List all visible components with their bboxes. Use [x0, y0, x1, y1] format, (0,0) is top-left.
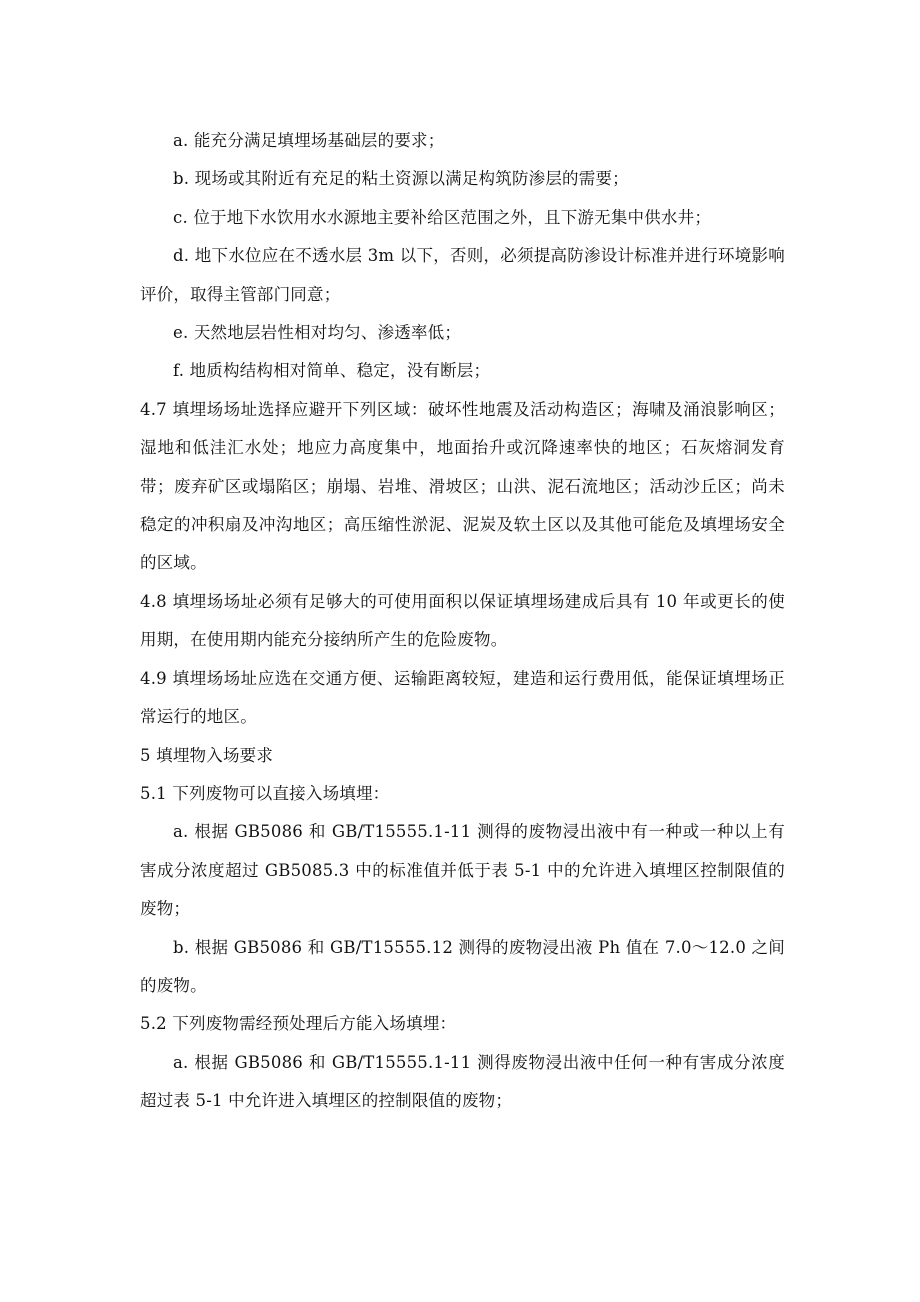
document-page [140, 122, 785, 1121]
paragraph-4-9: 4.9 填埋场场址应选在交通方便、运输距离较短，建造和运行费用低，能保证填埋场正常运行的地区。 [140, 668, 785, 727]
paragraph-site-a: a. 能充分满足填埋场基础层的要求； [173, 131, 445, 150]
paragraph-site-b: b. 现场或其附近有充足的粘土资源以满足构筑防渗层的需要； [173, 169, 629, 189]
section-heading-5: 5 填埋物入场要求 [140, 745, 274, 765]
paragraph-site-c: c. 位于地下水饮用水水源地主要补给区范围之外，且下游无集中供水井； [173, 207, 712, 227]
paragraph-site-e: e. 天然地层岩性相对均匀、渗透率低； [173, 323, 462, 343]
paragraph-site-f: f. 地质构结构相对简单、稳定，没有断层； [173, 361, 491, 381]
paragraph-5-2: 5.2 下列废物需经预处理后方能入场填埋： [140, 1014, 457, 1034]
paragraph-4-8: 4.8 填埋场场址必须有足够大的可使用面积以保证填埋场建成后具有 10 年或更长的使用期，在使用期内能充分接纳所产生的危险废物。 [140, 591, 785, 650]
paragraph-site-d: d. 地下水位应在不透水层 3m 以下，否则，必须提高防渗设计标准并进行环境影响评价，取得主管部门同意； [140, 246, 785, 304]
paragraph-5-1-b: b. 根据 GB5086 和 GB/T15555.12 测得的废物浸出液 Ph 值在 7.0～12.0 之间的废物。 [140, 937, 785, 995]
paragraph-5-1-a: a. 根据 GB5086 和 GB/T15555.1-11 测得的废物浸出液中有一种或一种以上有害成分浓度超过 GB5085.3 中的标准值并低于表 5-1 中的允许进入填埋区控制限值的废物； [140, 822, 785, 919]
paragraph-4-7: 4.7 填埋场场址选择应避开下列区域：破坏性地震及活动构造区；海啸及涌浪影响区；湿地和低洼汇水处；地应力高度集中，地面抬升或沉降速率快的地区；石灰熔洞发育带；废弃矿区或塌陷区；崩塌、岩堆、滑坡区；山洪、泥石流地区；活动沙丘区；尚未稳定的冲积扇及冲沟地区；高压缩性淤泥、泥炭及软土区以及其他可能危及填埋场安全的区域。 [140, 399, 785, 573]
paragraph-5-1: 5.1 下列废物可以直接入场填埋： [140, 783, 390, 803]
paragraph-5-2-a: a. 根据 GB5086 和 GB/T15555.1-11 测得废物浸出液中任何一种有害成分浓度超过表 5-1 中允许进入填埋区的控制限值的废物； [140, 1052, 785, 1111]
